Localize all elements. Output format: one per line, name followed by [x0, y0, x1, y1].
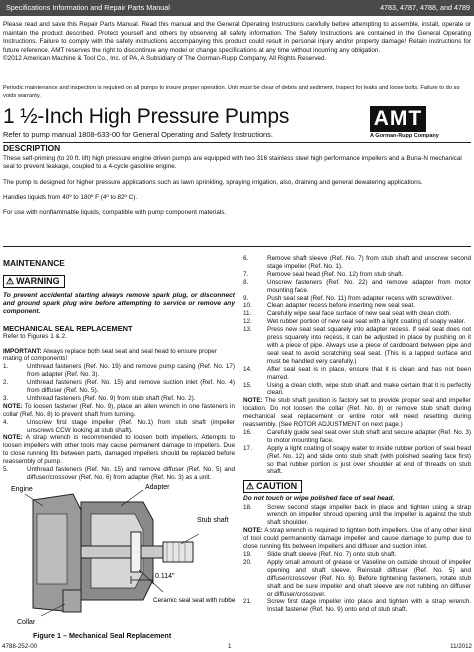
- list-item: 1. Unthread fasteners (Ref. No. 19) and remove pump casing (Ref. No. 17) from adapter (Ref. No. 3).: [3, 363, 235, 379]
- list-item: 17. Apply a light coating of soapy water to inside rubber portion of seal head (Ref. No. 12) and slide onto stub shaft (with polished sealing face first) so that rubber portion is just over shoulder at end of threads on stub shaft.: [243, 444, 471, 476]
- header-manual-title: Specifications Information and Repair Parts Manual: [6, 3, 170, 12]
- intro-block: [3, 21, 471, 64]
- warning-label: WARNING: [16, 276, 60, 286]
- description-heading: DESCRIPTION: [3, 143, 61, 153]
- list-item: 10. Clean adapter recess before inserting new seal seat.: [243, 302, 416, 310]
- note-allen-wrench: NOTE: To loosen fastener (Ref. No. 9), place an allen wrench in one fasteners in collar (Ref. No. 8) to prevent shaft from turning.: [3, 402, 235, 418]
- right-column: [243, 255, 471, 614]
- description-body: [3, 155, 471, 225]
- description-p4: For use with nonflammable liquids, compatible with pump component materials.: [3, 209, 227, 217]
- mech-seal-heading: MECHANICAL SEAL REPLACEMENT: [3, 323, 133, 333]
- page-footer: [0, 643, 474, 652]
- divider: [3, 246, 471, 247]
- footer-date: 11/2012: [450, 643, 472, 650]
- logo-tagline: A Gorman-Rupp Company: [370, 133, 439, 139]
- collar: [63, 590, 81, 612]
- list-item: 11. Carefully wipe seal face surface of new seal seat with clean cloth.: [243, 310, 452, 318]
- logo-mark: AMT: [370, 106, 426, 132]
- refer-line: Refer to pump manual 1808-633-00 for General Operating and Safety Instructions.: [3, 130, 273, 139]
- warning-icon: ⚠: [6, 276, 15, 286]
- important-note: [3, 348, 235, 364]
- caution-icon: ⚠: [246, 481, 255, 492]
- list-item: 2. Unthread fasteners (Ref. No. 15) and remove suction inlet (Ref. No. 4) from diffuser (Ref. No. 5).: [3, 379, 235, 395]
- ceramic-seal-seat: [131, 532, 141, 572]
- note-strap-wrench: NOTE: A strap wrench is recommended to loosen both impellers. Attempts to loosen impellers with other tools may cause permanent damage to impellers. Due to close running fits between parts, damaged impellers should be replaced before reassembly of pump.: [3, 434, 235, 466]
- warning-badge: [3, 275, 65, 288]
- warning-text: To prevent accidental starting always remove spark plug, or disconnect and ground spark plug wire before attempting to service or remove any component.: [3, 292, 235, 316]
- label-adapter: Adapter: [145, 484, 170, 491]
- caution-badge: [243, 480, 302, 493]
- caution-label: CAUTION: [256, 481, 298, 492]
- label-engine: Engine: [11, 486, 33, 493]
- list-item: 16. Carefully guide seal seat over stub shaft and secure adapter (Ref. No. 3) to motor mounting face.: [243, 428, 471, 444]
- label-ceramic-seat: Ceramic seal seat with rubbe: [153, 597, 235, 604]
- list-item: 14. After seal seat is in place, ensure that it is clean and has not been marred.: [243, 365, 471, 381]
- shaft-threads: [163, 542, 193, 562]
- list-item: 19. Slide shaft sleeve (Ref. No. 7) onto stub shaft.: [243, 551, 397, 559]
- periodic-maintenance-note: Periodic maintenance and inspection is required on all pumps to insure proper operation. Unit must be clear of debris and sediment. Inspect for leaks and loose bolts. Failure to do so voids warranty.: [3, 85, 460, 99]
- page-title: 1 ½-Inch High Pressure Pumps: [3, 105, 290, 128]
- list-item: 9. Push seal seat (Ref. No. 11) from adapter recess with screwdriver.: [243, 294, 454, 302]
- list-item: 8. Unscrew fasteners (Ref. No. 22) and remove adapter from motor mounting face.: [243, 278, 471, 294]
- amt-logo: [368, 106, 470, 142]
- header-model-numbers: 4783, 4787, 4788, and 4789: [380, 3, 470, 12]
- list-item: 4. Unscrew first stage impeller (Ref. No.1) from stub shaft (impeller unscrews CCW looking at stub shaft).: [3, 418, 235, 434]
- label-collar: Collar: [17, 619, 36, 626]
- mech-seal-refer: Refer to Figures 1 & 2.: [3, 332, 67, 340]
- important-label: IMPORTANT:: [3, 347, 42, 355]
- description-p1: These self-priming (to 20 ft. lift) high pressure engine driven pumps are equipped with two 316 stainless steel high performance impellers and a Buna-N mechanical seal to prevent leakage, coupled to a 4-cycle gasoline engine.: [3, 155, 462, 171]
- maintenance-heading: MAINTENANCE: [3, 258, 65, 268]
- list-item: 3. Unthread fasteners (Ref. No. 9) from stub shaft (Ref. No. 2).: [3, 394, 196, 402]
- left-column: [3, 258, 235, 482]
- list-item: 5. Unthread fasteners (Ref. No. 15) and remove diffuser (Ref. No. 5) and diffuser/crossover (Ref. No. 6) from adapter (Ref. No. 3) as a unit.: [3, 466, 235, 482]
- figure-1: [3, 480, 235, 645]
- list-item: 15. Using a clean cloth, wipe stub shaft and make certain that it is perfectly clean.: [243, 381, 471, 397]
- note-stub-shaft-position: NOTE: The stub shaft position is factory set to provide proper seal and impeller location. Do not loosen the collar (Ref. No. 8) or remove stub shaft during mechanical seal replacement or entire rotor will need resetting during reassembly. (See ROTOR ADJUSTMENT on next page.): [243, 397, 471, 429]
- copyright-line: ©2012 American Machine & Tool Co., Inc. of PA, A Subsidiary of The Gorman-Rupp Company, All Rights Reserved.: [3, 55, 327, 63]
- list-item: 21. Screw first stage impeller into place and tighten with a strap wrench. Install fastener (Ref. No. 9) onto end of stub shaft.: [243, 598, 471, 614]
- header-bar: [0, 0, 474, 16]
- list-item: 13. Press new seal seat squarely into adapter recess. If seal seat does not press squarely into recess, it can be adjusted in place by pushing on it with a piece of pipe. Always use a piece of cardboard between pipe and seal seat to avoid scratching seal seat. (This is a lapped surface and must be handled very carefully.): [243, 326, 471, 365]
- important-text: Always replace both seal seat and seal head to ensure proper mating of components!: [3, 347, 217, 363]
- list-item: 18. Screw second stage impeller back in place and tighten using a strap wrench on impeller shroud opening until the impeller is against the stub shaft shoulder.: [243, 503, 471, 527]
- list-item: 20. Apply small amount of grease or Vaseline on outside shroud of impeller opening and shaft sleeve. Reinstall diffuser (Ref. No. 5) and diffuser/crossover (Ref. No. 6). Before tightening fasteners, rotate stub shaft and be sure impeller and shaft sleeve are not rubbing on diffuser or diffuser/crossover.: [243, 558, 471, 598]
- intro-paragraph: Please read and save this Repair Parts Manual. Read this manual and the General Operating Instructions carefully before attempting to assemble, install, operate or maintain the product described. Protect yourself and others by observing all safety information. The Safety Instructions are contained in the General Operating Instructions. Failure to comply with the safety instructions accompanying this product could result in personal injury and/or property damage! Retain instructions for future reference. AMT reserves the right to discontinue any model or change specifications at any time without incurring any obligation.: [3, 21, 471, 54]
- description-p2: The pump is designed for higher pressure applications such as lawn sprinkling, spraying irrigation, also, draining and general dewatering applications.: [3, 178, 423, 186]
- label-dimension: 0.114": [155, 573, 175, 580]
- list-item: 6. Remove shaft sleeve (Ref. No. 7) from stub shaft and unscrew second stage impeller (Ref. No. 1).: [243, 255, 471, 270]
- figure-caption: Figure 1 – Mechanical Seal Replacement: [33, 631, 172, 640]
- engine-face: [37, 514, 67, 584]
- caution-text: Do not touch or wipe polished face of seal head.: [243, 495, 395, 503]
- list-item: 7. Remove seal head (Ref. No. 12) from stub shaft.: [243, 270, 404, 278]
- seal-diagram: [3, 480, 235, 630]
- divider: [3, 142, 471, 143]
- list-item: 12. Wet rubber portion of new seal seat with a light coating of soapy water.: [243, 318, 466, 326]
- steps-1-3: [3, 363, 235, 403]
- note-strap-wrench-required: NOTE: A strap wrench is required to tighten both impellers. Use of any other kind of tool could permanently damage impeller and cause damage to pump due to close running fits between impellers and diffuser and suction inlet.: [243, 527, 471, 551]
- footer-part-number: 4788-252-00: [2, 643, 38, 650]
- label-stub-shaft: Stub shaft: [197, 517, 229, 524]
- description-p3: Handles liquids from 40º to 180º F (4º to 82º C).: [3, 193, 138, 201]
- footer-page-number: 1: [228, 643, 232, 650]
